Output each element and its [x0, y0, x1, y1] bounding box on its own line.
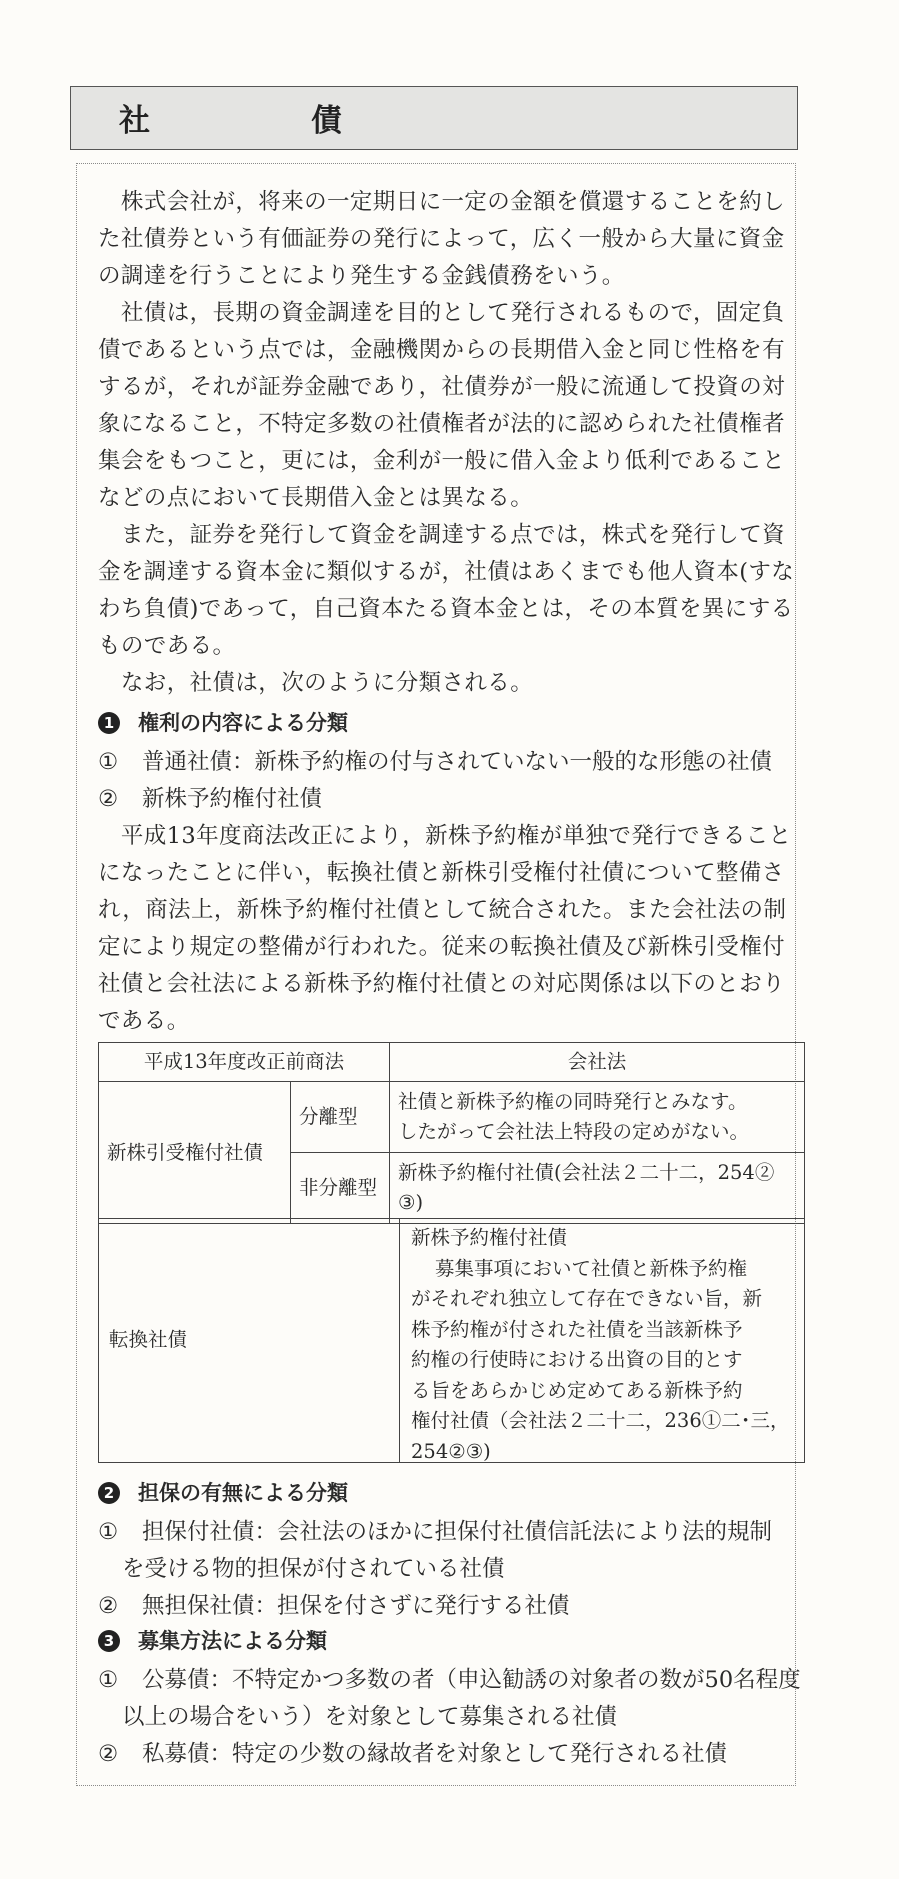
list-item — [98, 744, 772, 781]
item-mark: ① — [98, 1519, 119, 1545]
intro-line: 株式会社が，将来の一定期日に一定の金額を償還することを約し — [98, 189, 786, 215]
intro-line: の調達を行うことにより発生する金銭債務をいう。 — [98, 263, 625, 289]
intro-line: また，証券を発行して資金を調達する点では，株式を発行して資 — [98, 522, 786, 548]
table-divider — [399, 1219, 400, 1462]
table-cell-convertible-bond: 転換社債 — [109, 1328, 188, 1351]
intro-line: ものである。 — [98, 633, 236, 659]
list-item — [98, 781, 322, 818]
intro-line: 社債は，長期の資金調達を目的として発行されるもので，固定負 — [98, 300, 785, 326]
section-number-badge: 1 — [98, 712, 120, 734]
intro-line: なお，社債は，次のように分類される。 — [98, 670, 534, 696]
list-item — [98, 1736, 727, 1773]
convertible-bond-table — [98, 1218, 805, 1463]
table-header-company-law: 会社法 — [390, 1043, 805, 1082]
desc-line: がそれぞれ独立して存在できない旨，新 — [411, 1287, 763, 1310]
table-cell-convertible-desc — [411, 1223, 799, 1467]
item-text: 新株予約権付社債 — [142, 786, 323, 812]
desc-line: 募集事項において社債と新株予約権 — [435, 1256, 748, 1280]
item-text: 私募債：特定の少数の縁故者を対象として発行される社債 — [142, 1741, 728, 1767]
desc-line: 社債と新株予約権の同時発行とみなす。 — [398, 1090, 748, 1113]
table-header-row — [99, 1043, 805, 1082]
section-1-paragraph-line: になったことに伴い，転換社債と新株引受権付社債について整備さ — [98, 860, 785, 886]
intro-line: た社債券という有価証券の発行によって，広く一般から大量に資金 — [98, 226, 785, 252]
page-title-char-1: 社 — [119, 103, 150, 139]
section-1-paragraph-line: 社債と会社法による新株予約権付社債との対応関係は以下のとおり — [98, 971, 786, 997]
section-1-heading — [98, 708, 348, 738]
desc-line: したがって会社法上特段の定めがない。 — [398, 1120, 750, 1143]
section-3-title: 募集方法による分類 — [138, 1629, 327, 1653]
item-mark: ② — [98, 786, 119, 812]
item-continuation: 以上の場合をいう）を対象として募集される社債 — [122, 1704, 618, 1730]
table-cell-separated: 分離型 — [291, 1082, 390, 1153]
intro-line: 象になること，不特定多数の社債権者が法的に認められた社債権者 — [98, 411, 786, 437]
intro-line: するが，それが証券金融であり，社債券が一般に流通して投資の対 — [98, 374, 786, 400]
desc-line: 254②③) — [411, 1439, 491, 1463]
item-text: 担保付社債：会社法のほかに担保付社債信託法により法的規制 — [142, 1519, 773, 1545]
item-text: 無担保社債：担保を付さずに発行する社債 — [142, 1593, 570, 1619]
section-2-title: 担保の有無による分類 — [138, 1481, 348, 1505]
intro-line: わち負債)であって，自己資本たる資本金とは，その本質を異にする — [98, 596, 794, 622]
correspondence-table — [98, 1042, 805, 1224]
section-1-paragraph-line: である。 — [98, 1008, 190, 1034]
section-1-title: 権利の内容による分類 — [138, 711, 348, 735]
table-cell-non-separated: 非分離型 — [291, 1153, 390, 1224]
intro-line: 債であるという点では，金融機関からの長期借入金と同じ性格を有 — [98, 337, 786, 363]
list-item — [98, 1588, 570, 1625]
section-3-heading — [98, 1626, 327, 1656]
desc-line: 新株予約権付社債 — [411, 1226, 568, 1249]
list-item — [98, 1662, 801, 1699]
section-2-heading — [98, 1478, 348, 1508]
item-text: 普通社債：新株予約権の付与されていない一般的な形態の社債 — [142, 749, 773, 775]
table-header-old-law: 平成13年度改正前商法 — [99, 1043, 390, 1082]
desc-line: 新株予約権付社債(会社法２二十二，254② — [398, 1161, 775, 1184]
item-mark: ② — [98, 1593, 119, 1619]
page-title-char-2: 債 — [311, 103, 342, 139]
table-row — [99, 1082, 805, 1153]
desc-line: ③) — [398, 1191, 424, 1214]
item-mark: ② — [98, 1741, 119, 1767]
section-1-paragraph-line: 平成13年度商法改正により，新株予約権が単独で発行できること — [98, 823, 792, 849]
item-continuation: を受ける物的担保が付されている社債 — [122, 1556, 505, 1582]
section-number-badge: 3 — [98, 1630, 120, 1652]
item-mark: ① — [98, 1667, 119, 1693]
item-mark: ① — [98, 749, 119, 775]
intro-line: 金を調達する資本金に類似するが，社債はあくまでも他人資本(すな — [98, 559, 795, 585]
title-bar — [70, 86, 798, 150]
intro-line: などの点において長期借入金とは異なる。 — [98, 485, 534, 511]
intro-line: 集会をもつこと，更には，金利が一般に借入金より低利であること — [98, 448, 786, 474]
desc-line: 株予約権が付された社債を当該新株予 — [411, 1317, 743, 1341]
table-cell-non-separated-desc — [390, 1153, 805, 1224]
desc-line: 約権の行使時における出資の目的とす — [411, 1348, 743, 1371]
section-1-paragraph-line: れ，商法上，新株予約権付社債として統合された。また会社法の制 — [98, 897, 787, 923]
table-cell-separated-desc — [390, 1082, 805, 1153]
section-1-paragraph-line: 定により規定の整備が行われた。従来の転換社債及び新株引受権付 — [98, 934, 786, 960]
table-cell-warrant-bond: 新株引受権付社債 — [99, 1082, 291, 1224]
desc-line: る旨をあらかじめ定めてある新株予約 — [411, 1378, 743, 1402]
section-number-badge: 2 — [98, 1482, 120, 1504]
item-text: 公募債：不特定かつ多数の者（申込勧誘の対象者の数が50名程度 — [142, 1667, 801, 1693]
list-item — [98, 1514, 772, 1551]
desc-line: 権付社債（会社法２二十二，236①二･三， — [411, 1409, 790, 1432]
